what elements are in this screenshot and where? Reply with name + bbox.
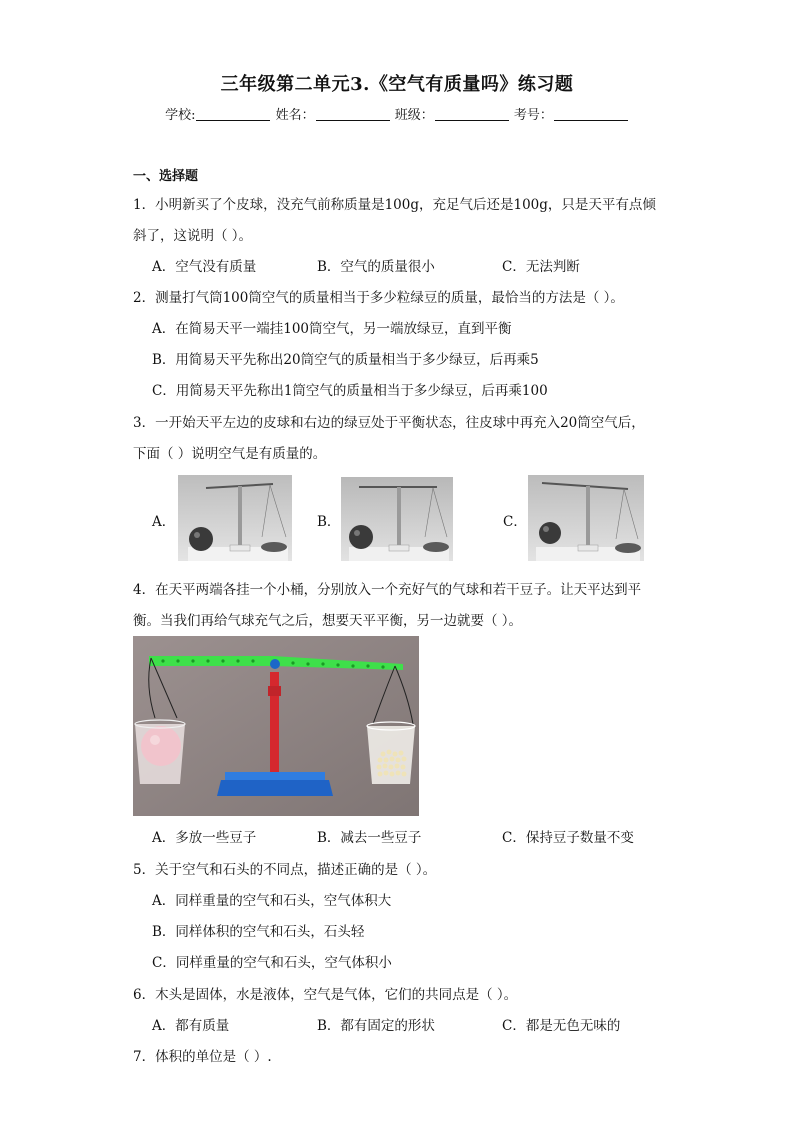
balance-photo-c[interactable]	[528, 475, 644, 561]
question-1-option-c[interactable]: C．无法判断	[502, 259, 580, 275]
question-3-line-2: 下面（ ）说明空气是有质量的。	[133, 446, 327, 462]
question-1-line-1: 1．小明新买了个皮球，没充气前称质量是100g，充足气后还是100g，只是天平有点倾	[133, 197, 656, 213]
question-6-options	[152, 1014, 672, 1034]
question-2-option-c[interactable]: C．用简易天平先称出1筒空气的质量相当于多少绿豆，后再乘100	[152, 383, 548, 399]
question-1-option-a[interactable]: A．空气没有质量	[152, 259, 257, 275]
question-3-option-a[interactable]: A．	[152, 514, 176, 530]
question-5-option-a[interactable]: A．同样重量的空气和石头，空气体积大	[152, 893, 392, 909]
student-info-row	[0, 104, 794, 123]
class-blank[interactable]	[435, 107, 509, 121]
question-7-line-1: 7．体积的单位是（ ）.	[133, 1049, 272, 1065]
section-heading: 一、选择题	[133, 169, 199, 184]
name-blank[interactable]	[316, 107, 390, 121]
bucket-balance-image	[133, 636, 419, 816]
question-4-options	[152, 826, 672, 846]
balance-photo-b[interactable]	[341, 477, 453, 561]
balance-tilted-left-image	[178, 475, 292, 561]
exam-number-label: 考号：	[513, 108, 553, 123]
question-5-option-b[interactable]: B．同样体积的空气和石头，石头轻	[152, 924, 365, 940]
question-1-option-b[interactable]: B．空气的质量很小	[317, 259, 435, 275]
question-3-option-b[interactable]: B．	[317, 514, 341, 530]
question-3-option-c[interactable]: C．	[503, 514, 527, 530]
page-title: 三年级第二单元3.《空气有质量吗》练习题	[220, 74, 574, 95]
question-6-option-c[interactable]: C．都是无色无味的	[502, 1018, 621, 1034]
exam-number-blank[interactable]	[554, 107, 628, 121]
school-label: 学校:	[165, 108, 196, 123]
question-3-line-1: 3．一开始天平左边的皮球和右边的绿豆处于平衡状态，往皮球中再充入20筒空气后，	[133, 415, 645, 431]
question-6-option-a[interactable]: A．都有质量	[152, 1018, 230, 1034]
balance-tilted-right-image	[528, 475, 644, 561]
question-1-options	[152, 255, 672, 275]
balance-photo-a[interactable]	[178, 475, 292, 561]
question-5-line-1: 5．关于空气和石头的不同点，描述正确的是（ ）。	[133, 862, 437, 878]
question-4-option-b[interactable]: B．减去一些豆子	[317, 830, 422, 846]
question-4-line-1: 4．在天平两端各挂一个小桶，分别放入一个充好气的气球和若干豆子。让天平达到平	[133, 582, 642, 598]
class-label: 班级：	[394, 108, 434, 123]
question-4-option-a[interactable]: A．多放一些豆子	[152, 830, 257, 846]
question-2-option-a[interactable]: A．在简易天平一端挂100筒空气，另一端放绿豆，直到平衡	[152, 321, 512, 337]
question-1-line-2: 斜了，这说明（ ）。	[133, 228, 253, 244]
question-4-line-2: 衡。当我们再给气球充气之后，想要天平平衡，另一边就要（ ）。	[133, 613, 523, 629]
bucket-balance-photo	[133, 636, 419, 816]
balance-level-image	[341, 477, 453, 561]
question-2-option-b[interactable]: B．用简易天平先称出20筒空气的质量相当于多少绿豆，后再乘5	[152, 352, 539, 368]
question-5-option-c[interactable]: C．同样重量的空气和石头，空气体积小	[152, 955, 392, 971]
school-blank[interactable]	[196, 107, 270, 121]
name-label: 姓名：	[275, 108, 315, 123]
question-6-line-1: 6．木头是固体，水是液体，空气是气体，它们的共同点是（ ）。	[133, 987, 518, 1003]
question-2-line-1: 2．测量打气筒100筒空气的质量相当于多少粒绿豆的质量，最恰当的方法是（ ）。	[133, 290, 624, 306]
question-6-option-b[interactable]: B．都有固定的形状	[317, 1018, 435, 1034]
question-4-option-c[interactable]: C．保持豆子数量不变	[502, 830, 634, 846]
